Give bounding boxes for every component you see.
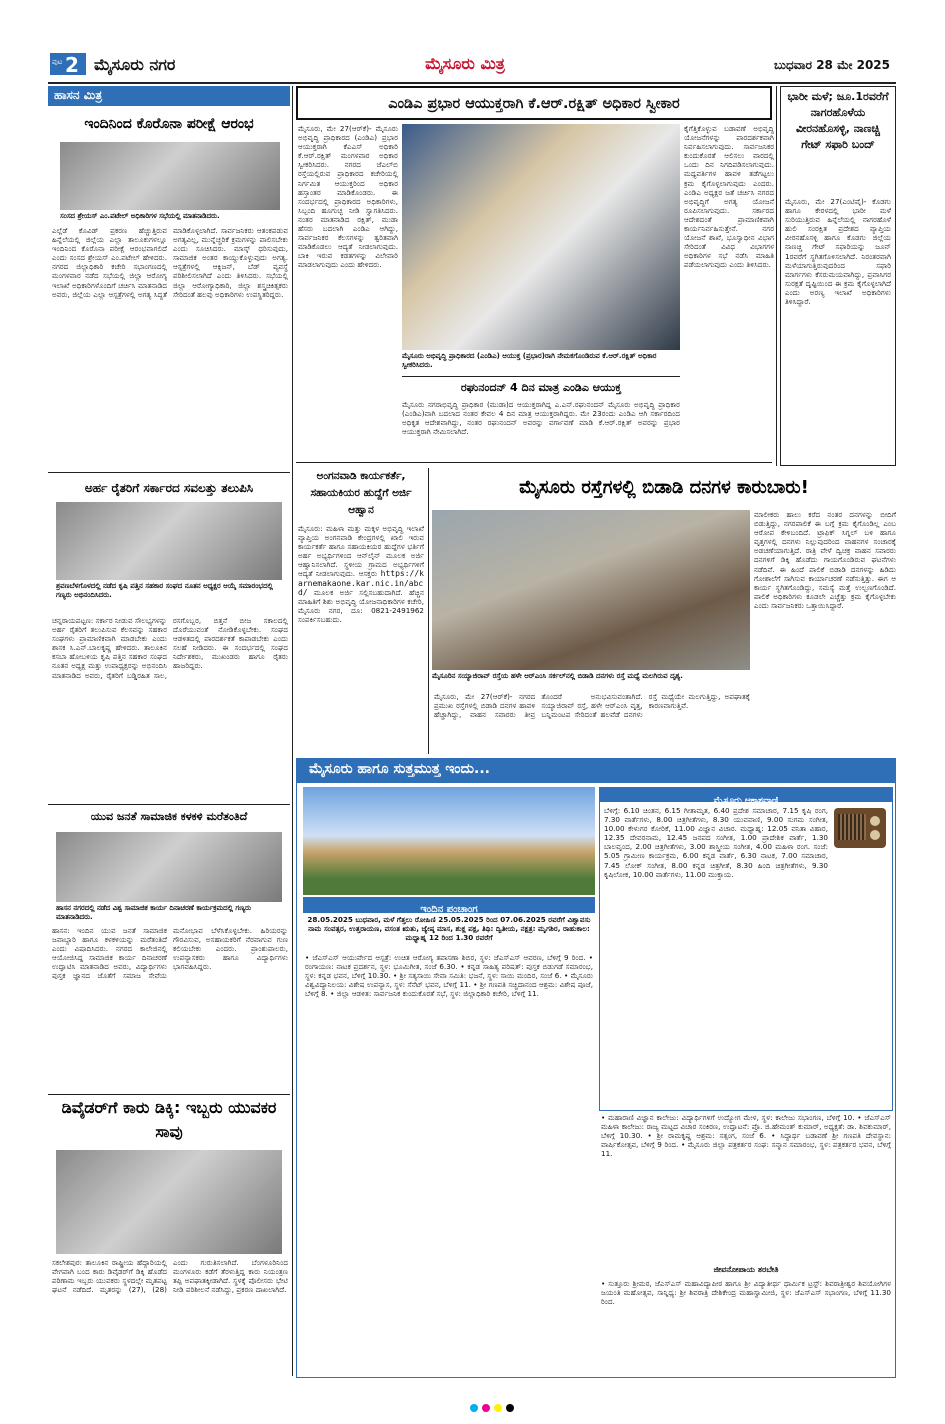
- cattle-headline: ಮೈಸೂರು ರಸ್ತೆಗಳಲ್ಲಿ ಬಿಡಾಡಿ ದನಗಳ ಕಾರುಬಾರು!: [519, 477, 809, 498]
- section-title: ಮೈಸೂರು ನಗರ: [94, 55, 176, 74]
- reg-mark-cyan: [470, 1404, 478, 1412]
- left-vrule: [292, 86, 293, 1376]
- today-banner: [297, 759, 895, 783]
- lead-sub-headline: ರಘುನಂದನ್ 4 ದಿನ ಮಾತ್ರ ಎಂಡಿಎ ಆಯುಕ್ತ: [460, 381, 622, 394]
- youth-headline: ಯುವ ಜನತೆ ಸಾಮಾಜಿಕ ಕಳಕಳಿ ಮರೆತಂತಿದೆ: [90, 810, 248, 823]
- rain-headline: ಭಾರೀ ಮಳೆ; ಜೂ.1ರವರೆಗೆ ನಾಗರಹೊಳೆಯ ವೀರನಹೊಸಳ್ಳಿ, ನಾಣಚ್ಚಿ ಗೇಟ್ ಸಫಾರಿ ಬಂದ್: [787, 90, 889, 151]
- anganwadi-text: ಮೈಸೂರು: ಮಹಿಳಾ ಮತ್ತು ಮಕ್ಕಳ ಅಭಿವೃದ್ಧಿ ಇಲಾಖೆ ವ್ಯಾಪ್ತಿಯ ಅಂಗನವಾಡಿ ಕೇಂದ್ರಗಳಲ್ಲಿ ಖಾಲಿ ಇರುವ ಕಾರ್ಯಕರ್ತೆ ಹಾಗೂ ಸಹಾಯಕಿಯರ ಹುದ್ದೆಗಳ ಭರ್ತಿಗೆ ಅರ್ಹ ಅಭ್ಯರ್ಥಿಗಳಿಂದ ಆನ್‌ಲೈನ್ ಮೂಲಕ ಅರ್ಜಿ ಆಹ್ವಾನಿಸಲಾಗಿದೆ. ಸ್ಥಳೀಯ ಗ್ರಾಮದ ಅಭ್ಯರ್ಥಿಗಳಿಗೆ ಆದ್ಯತೆ ನೀಡಲಾಗುವುದು. ಆಸಕ್ತರು: [298, 524, 424, 579]
- page-label: ಪುಟ: [52, 58, 63, 66]
- issue-date: ಬುಧವಾರ 28 ಮೇ 2025: [774, 58, 890, 72]
- cattle-photo: [432, 510, 750, 670]
- anganwadi-url[interactable]: https://karnemakaone.kar.nic.in/abcd/: [298, 569, 424, 597]
- panchanga-title-bar: [303, 897, 595, 913]
- farmers-headline: ಅರ್ಹ ರೈತರಿಗೆ ಸರ್ಕಾರದ ಸವಲತ್ತು ತಲುಪಿಸಿ: [84, 481, 254, 495]
- hassan-headline: ಇಂದಿನಿಂದ ಕೊರೊನಾ ಪರೀಕ್ಷೆ ಆರಂಭ: [84, 116, 254, 132]
- left-rule-2: [48, 804, 290, 805]
- lead-bottom-rule: [296, 462, 772, 463]
- today-box: [296, 758, 896, 1378]
- left-rule-3: [48, 1094, 290, 1095]
- today-notices-2: • ಸುತ್ತೂರು ಶ್ರೀಮಠ, ಜೆಎಸ್‌ಎಸ್ ಮಹಾವಿದ್ಯಾಪೀಠ ಹಾಗೂ ಶ್ರೀ ವಿದ್ಯಾತೀರ್ಥ ಧಾರ್ಮಿಕ ಟ್ರಸ್ಟ್: ಶಿವರಾತ್ರೀಶ್ವರ ಶಿವಯೋಗಿಗಳ ಜಯಂತಿ ಮಹೋತ್ಸವ, ಸಾನ್ನಿಧ್ಯ: ಶ್ರೀ ಶಿವರಾತ್ರಿ ದೇಶಿಕೇಂದ್ರ ಮಹಾಸ್ವಾಮೀಜಿ, ಸ್ಥಳ: ಜೆಎಸ್‌ಎಸ್ ಸಭಾಂಗಣ, ಬೆಳಿಗ್ಗೆ 11.30 ರಿಂದ.: [601, 1279, 891, 1307]
- youth-photo: [56, 832, 282, 902]
- hassan-tag-label: ಹಾಸನ ಮಿತ್ರ: [54, 88, 103, 102]
- akashvani-title-bar: [600, 788, 892, 806]
- left-rule-1: [48, 472, 290, 473]
- divider-photo: [56, 1150, 282, 1254]
- hassan-photo: [60, 142, 280, 210]
- panchanga-title: ಇಂದಿನ ಪಂಚಾಂಗ: [420, 904, 478, 915]
- page-number: 2: [65, 53, 79, 75]
- akashvani-text: ಬೆಳಿಗ್ಗೆ: 6.10 ಚಿಂತನ, 6.15 ಗೀತಾಮೃತ, 6.40 ಪ್ರದೇಶ ಸಮಾಚಾರ, 7.15 ಕೃಷಿ ರಂಗ, 7.30 ವಾರ್ತೆಗಳು, 8.00 ಚಿತ್ರಗೀತೆಗಳು, 8.30 ಯುವವಾಣಿ, 9.00 ಸುಗಮ ಸಂಗೀತ, 10.00 ಕೇಳುಗರ ಕೋರಿಕೆ, 11.00 ವಿಜ್ಞಾನ ವಿಚಾರ. ಮಧ್ಯಾಹ್ನ: 12.05 ವನಿತಾ ವಿಹಾರ, 12.35 ದೇವರನಾಮ, 12.45 ಜನಪದ ಸಂಗೀತ, 1.00 ಪ್ರಾದೇಶಿಕ ವಾರ್ತೆ, 1.30 ಬಾಲವೃಂದ, 2.00 ಚಿತ್ರಗೀತೆಗಳು, 3.00 ಶಾಸ್ತ್ರೀಯ ಸಂಗೀತ, 4.00 ಮಹಿಳಾ ರಂಗ. ಸಂಜೆ: 5.05 ಗ್ರಾಮೀಣ ಕಾರ್ಯಕ್ರಮ, 6.00 ಕನ್ನಡ ವಾರ್ತೆ, 6.30 ನಾಟಕ, 7.00 ಸಮಾಚಾರ, 7.45 ಲೋಕ್ ಸಂಗೀತ, 8.00 ಕನ್ನಡ ಚಿತ್ರಗೀತೆ, 8.30 ಹಿಂದಿ ಚಿತ್ರಗೀತೆಗಳು, 9.30 ಕೃಷಿಲೋಕ, 10.00 ವಾರ್ತೆಗಳು, 11.00 ಮುಕ್ತಾಯ.: [604, 806, 828, 879]
- farmers-caption: ಶ್ರವಣಬೆಳಗೊಳದಲ್ಲಿ ನಡೆದ ಕೃಷಿ ಪತ್ತಿನ ಸಹಕಾರ ಸಂಘದ ನೂತನ ಅಧ್ಯಕ್ಷರ ಆಯ್ಕೆ ಸಮಾರಂಭದಲ್ಲಿ ಗಣ್ಯರು ಅಭಿನಂದಿಸಿದರು.: [56, 582, 273, 599]
- lead-sub-body: ಮೈಸೂರು ನಗರಾಭಿವೃದ್ಧಿ ಪ್ರಾಧಿಕಾರ (ಮುಡಾ)ದ ಆಯುಕ್ತರಾಗಿದ್ದ ಎ.ಎನ್.ರಘುನಂದನ್ ಮೈಸೂರು ಅಭಿವೃದ್ಧಿ ಪ್ರಾಧಿಕಾರ (ಎಂಡಿಎ)ವಾಗಿ ಬದಲಾದ ನಂತರ ಕೇವಲ 4 ದಿನ ಮಾತ್ರ ಆಯುಕ್ತರಾಗಿದ್ದರು. ಮೇ 23ರಂದು ಎಂಡಿಎ ಆಗಿ ಸರ್ಕಾರದಿಂದ ಅಧಿಕೃತ ಆದೇಶವಾಗಿದ್ದು, ನಂತರ ರಘುನಂದನ್ ಅವರನ್ನು ವರ್ಗಾವಣೆ ಮಾಡಿ ಕೆ.ಆರ್.ರಕ್ಷಿತ್ ಅವರನ್ನು ಪ್ರಭಾರ ಆಯುಕ್ತರಾಗಿ ನೇಮಿಸಲಾಗಿದೆ.: [402, 400, 680, 437]
- page-label-box: [50, 53, 86, 75]
- hassan-body: ಎಲ್ಲೆಡೆ ಕೊವಿಡ್ ಪ್ರಕರಣ ಹೆಚ್ಚುತ್ತಿರುವ ಹಿನ್ನೆಲೆಯಲ್ಲಿ ಜಿಲ್ಲೆಯ ಎಲ್ಲಾ ತಾಲೂಕುಗಳಲ್ಲೂ ಇಂದಿನಿಂದ ಕೊರೊನಾ ಪರೀಕ್ಷೆ ಆರಂಭವಾಗಲಿದೆ ಎಂದು ಸಂಸದ ಶ್ರೇಯಸ್ ಎಂ.ಪಟೇಲ್ ಹೇಳಿದರು. ನಗರದ ಜಿಲ್ಲಾಧಿಕಾರಿ ಕಚೇರಿ ಸಭಾಂಗಣದಲ್ಲಿ ಮಂಗಳವಾರ ನಡೆದ ಸಭೆಯಲ್ಲಿ ಜಿಲ್ಲಾ ಆರೋಗ್ಯ ಇಲಾಖೆ ಅಧಿಕಾರಿಗಳೊಂದಿಗೆ ಚರ್ಚಿಸಿ ಮಾತನಾಡಿದ ಅವರು, ಜಿಲ್ಲೆಯ ಎಲ್ಲಾ ಆಸ್ಪತ್ರೆಗಳಲ್ಲಿ ಅಗತ್ಯ ಸಿದ್ಧತೆ ಮಾಡಿಕೊಳ್ಳಲಾಗಿದೆ. ಸಾರ್ವಜನಿಕರು ಆತಂಕಪಡುವ ಅಗತ್ಯವಿಲ್ಲ, ಮುನ್ನೆಚ್ಚರಿಕೆ ಕ್ರಮಗಳನ್ನು ಪಾಲಿಸಬೇಕು ಎಂದು ಸೂಚಿಸಿದರು. ಮಾಸ್ಕ್ ಧರಿಸುವುದು, ಸಾಮಾಜಿಕ ಅಂತರ ಕಾಯ್ದುಕೊಳ್ಳುವುದು ಅಗತ್ಯ. ಆಸ್ಪತ್ರೆಗಳಲ್ಲಿ ಆಕ್ಸಿಜನ್, ಬೆಡ್ ವ್ಯವಸ್ಥೆ ಪರಿಶೀಲಿಸಲಾಗಿದೆ ಎಂದು ತಿಳಿಸಿದರು. ಸಭೆಯಲ್ಲಿ ಜಿಲ್ಲಾ ಆರೋಗ್ಯಾಧಿಕಾರಿ, ಜಿಲ್ಲಾ ಶಸ್ತ್ರಚಿಕಿತ್ಸಕರು ಸೇರಿದಂತೆ ಹಲವು ಅಧಿಕಾರಿಗಳು ಉಪಸ್ಥಿತರಿದ್ದರು.: [52, 226, 288, 299]
- farmers-body: ಚನ್ನರಾಯಪಟ್ಟಣ: ಸರ್ಕಾರ ನೀಡುವ ಸೌಲಭ್ಯಗಳನ್ನು ಅರ್ಹ ರೈತರಿಗೆ ತಲುಪಿಸುವ ಕೆಲಸವನ್ನು ಸಹಕಾರ ಸಂಘಗಳು ಪ್ರಾಮಾಣಿಕವಾಗಿ ಮಾಡಬೇಕು ಎಂದು ಶಾಸಕ ಸಿ.ಎನ್.ಬಾಲಕೃಷ್ಣ ಹೇಳಿದರು. ತಾಲೂಕಿನ ಕಸಬಾ ಹೋಬಳಿಯ ಕೃಷಿ ಪತ್ತಿನ ಸಹಕಾರ ಸಂಘದ ನೂತನ ಅಧ್ಯಕ್ಷ ಮತ್ತು ಉಪಾಧ್ಯಕ್ಷರನ್ನು ಅಭಿನಂದಿಸಿ ಮಾತನಾಡಿದ ಅವರು, ರೈತರಿಗೆ ಬಡ್ಡಿರಹಿತ ಸಾಲ, ರಸಗೊಬ್ಬರ, ಬಿತ್ತನೆ ಬೀಜ ಸಕಾಲದಲ್ಲಿ ದೊರೆಯುವಂತೆ ನೋಡಿಕೊಳ್ಳಬೇಕು. ಸಂಘದ ಆಡಳಿತದಲ್ಲಿ ಪಾರದರ್ಶಕತೆ ಕಾಪಾಡಬೇಕು ಎಂದು ಸಲಹೆ ನೀಡಿದರು. ಈ ಸಂದರ್ಭದಲ್ಲಿ ಸಂಘದ ನಿರ್ದೇಶಕರು, ಮುಖಂಡರು ಹಾಗೂ ರೈತರು ಹಾಜರಿದ್ದರು.: [52, 616, 288, 680]
- divider-headline: ಡಿವೈಡರ್‌ಗೆ ಕಾರು ಡಿಕ್ಕಿ: ಇಬ್ಬರು ಯುವಕರ ಸಾವು: [61, 1098, 277, 1141]
- rain-box: [780, 86, 896, 466]
- divider-body: ಸಕಲೇಶಪುರ: ತಾಲೂಕಿನ ರಾಷ್ಟ್ರೀಯ ಹೆದ್ದಾರಿಯಲ್ಲಿ ವೇಗವಾಗಿ ಬಂದ ಕಾರು ಡಿವೈಡರ್‌ಗೆ ಡಿಕ್ಕಿ ಹೊಡೆದ ಪರಿಣಾಮ ಇಬ್ಬರು ಯುವಕರು ಸ್ಥಳದಲ್ಲೇ ಮೃತಪಟ್ಟ ಘಟನೆ ನಡೆದಿದೆ. ಮೃತರನ್ನು (27), (28) ಎಂದು ಗುರುತಿಸಲಾಗಿದೆ. ಬೆಂಗಳೂರಿನಿಂದ ಮಂಗಳೂರು ಕಡೆಗೆ ತೆರಳುತ್ತಿದ್ದ ಕಾರು ನಿಯಂತ್ರಣ ತಪ್ಪಿ ಅಪಘಾತಕ್ಕೀಡಾಗಿದೆ. ಸ್ಥಳಕ್ಕೆ ಪೊಲೀಸರು ಭೇಟಿ ನೀಡಿ ಪರಿಶೀಲನೆ ನಡೆಸಿದ್ದು, ಪ್ರಕರಣ ದಾಖಲಾಗಿದೆ.: [52, 1258, 288, 1295]
- hassan-caption: ಸಂಸದ ಶ್ರೇಯಸ್ ಎಂ.ಪಟೇಲ್ ಅಧಿಕಾರಿಗಳ ಸಭೆಯಲ್ಲಿ ಮಾತನಾಡಿದರು.: [60, 212, 220, 220]
- lead-caption: ಮೈಸೂರು ಅಭಿವೃದ್ಧಿ ಪ್ರಾಧಿಕಾರದ (ಎಂಡಿಎ) ಆಯುಕ್ತ (ಪ್ರಭಾರ)ರಾಗಿ ನೇಮಕಗೊಂಡಿರುವ ಕೆ.ಆರ್.ರಕ್ಷಿತ್ ಅಧಿಕಾರ ಸ್ವೀಕರಿಸಿದರು.: [402, 352, 657, 369]
- akashvani-box: [599, 787, 893, 1111]
- palace-photo: [303, 787, 595, 895]
- anganwadi-headline: ಅಂಗನವಾಡಿ ಕಾರ್ಯಕರ್ತೆ, ಸಹಾಯಕಿಯರ ಹುದ್ದೆಗೆ ಅರ್ಜಿ ಆಹ್ವಾನ: [310, 470, 412, 516]
- notices-title: ಜೀವನೋಪಾಯ ತರಬೇತಿ: [713, 1265, 779, 1274]
- paper-name: ಮೈಸೂರು ಮಿತ್ರ: [425, 54, 505, 73]
- masthead: [0, 50, 945, 80]
- rain-body: ಮೈಸೂರು, ಮೇ 27(ಎಂಟಿವೈ)- ಕೊಡಗು ಹಾಗೂ ಕೇರಳದಲ್ಲಿ ಭಾರೀ ಮಳೆ ಸುರಿಯುತ್ತಿರುವ ಹಿನ್ನೆಲೆಯಲ್ಲಿ ನಾಗರಹೊಳೆ ಹುಲಿ ಸಂರಕ್ಷಿತ ಪ್ರದೇಶದ ವ್ಯಾಪ್ತಿಯ ವೀರನಹೊಸಳ್ಳಿ ಹಾಗೂ ಕೊಡಗು ಜಿಲ್ಲೆಯ ನಾಣಚ್ಚಿ ಗೇಟ್ ಸಫಾರಿಯನ್ನು ಜೂನ್ 1ರವರೆಗೆ ಸ್ಥಗಿತಗೊಳಿಸಲಾಗಿದೆ. ನಿರಂತರವಾಗಿ ಮಳೆಯಾಗುತ್ತಿರುವುದರಿಂದ ಸಫಾರಿ ಮಾರ್ಗಗಳು ಕೆಸರುಮಯವಾಗಿದ್ದು, ಪ್ರವಾಸಿಗರ ಸುರಕ್ಷತೆ ದೃಷ್ಟಿಯಿಂದ ಈ ಕ್ರಮ ಕೈಗೊಳ್ಳಲಾಗಿದೆ ಎಂದು ಅರಣ್ಯ ಇಲಾಖೆ ಅಧಿಕಾರಿಗಳು ತಿಳಿಸಿದ್ದಾರೆ.: [785, 197, 891, 307]
- today-banner-text: ಮೈಸೂರು ಹಾಗೂ ಸುತ್ತಮುತ್ತ ಇಂದು...: [309, 761, 490, 777]
- reg-mark-yellow: [494, 1404, 502, 1412]
- lead-headline: ಎಂಡಿಎ ಪ್ರಭಾರ ಆಯುಕ್ತರಾಗಿ ಕೆ.ಆರ್.ರಕ್ಷಿತ್ ಅಧಿಕಾರ ಸ್ವೀಕಾರ: [388, 96, 680, 112]
- akashvani-title: ಮೈಸೂರು ಆಕಾಶವಾಣಿ: [713, 796, 779, 806]
- youth-body: ಹಾಸನ: ಇಂದಿನ ಯುವ ಜನತೆ ಸಾಮಾಜಿಕ ಜವಾಬ್ದಾರಿ ಹಾಗೂ ಕಳಕಳಿಯನ್ನು ಮರೆತಂತಿದೆ ಎಂದು ವಿಷಾದಿಸಿದರು. ನಗರದ ಕಾಲೇಜಿನಲ್ಲಿ ಆಯೋಜಿಸಿದ್ದ ಸಾಮಾಜಿಕ ಕಾರ್ಯ ದಿನಾಚರಣೆ ಉದ್ಘಾಟಿಸಿ ಮಾತನಾಡಿದ ಅವರು, ವಿದ್ಯಾರ್ಥಿಗಳು ಪುಸ್ತಕ ಜ್ಞಾನದ ಜೊತೆಗೆ ಸಮಾಜ ಸೇವೆಯ ಮನೋಭಾವ ಬೆಳೆಸಿಕೊಳ್ಳಬೇಕು. ಹಿರಿಯರನ್ನು ಗೌರವಿಸುವ, ಅಸಹಾಯಕರಿಗೆ ನೆರವಾಗುವ ಗುಣ ಕಲಿಯಬೇಕು ಎಂದರು. ಪ್ರಾಂಶುಪಾಲರು, ಉಪನ್ಯಾಸಕರು ಹಾಗೂ ವಿದ್ಯಾರ್ಥಿಗಳು ಭಾಗವಹಿಸಿದ್ದರು.: [52, 926, 288, 981]
- lead-photo: [402, 124, 680, 350]
- cattle-caption: ಮೈಸೂರಿನ ಸಯ್ಯಾಜಿರಾವ್ ರಸ್ತೆಯ ಹಳೇ ಆರ್‌ಎಂಸಿ ಸರ್ಕಲ್‌ನಲ್ಲಿ ಬಿಡಾಡಿ ದನಗಳು ರಸ್ತೆ ಮಧ್ಯೆ ಮಲಗಿರುವ ದೃಶ್ಯ.: [432, 672, 683, 680]
- panchanga-text: 28.05.2025 ಬುಧವಾರ, ಮಳೆ ಗೆತ್ತಲು ರೋಹಿಣಿ 25.05.2025 ರಿಂದ 07.06.2025 ರವರೆಗೆ ವಿಶ್ವಾವಸು ನಾಮ ಸಂವತ್ಸರ, ಉತ್ತರಾಯಣ, ವಸಂತ ಋತು, ಜ್ಯೇಷ್ಠ ಮಾಸ, ಶುಕ್ಲ ಪಕ್ಷ, ತಿಥಿ: ದ್ವಿತೀಯ, ನಕ್ಷತ್ರ: ಮೃಗಶಿರ, ರಾಹುಕಾಲ: ಮಧ್ಯಾಹ್ನ 12 ರಿಂದ 1.30 ರವರೆಗೆ: [307, 915, 591, 943]
- cattle-body-right: ಮಾಲೀಕರು ಹಾಲು ಕರೆದ ನಂತರ ದನಗಳನ್ನು ಬೀದಿಗೆ ಬಿಡುತ್ತಿದ್ದು, ನಗರಪಾಲಿಕೆ ಈ ಬಗ್ಗೆ ಕ್ರಮ ಕೈಗೊಂಡಿಲ್ಲ ಎಂಬ ಆರೋಪ ಕೇಳಿಬಂದಿದೆ. ಟ್ರಾಫಿಕ್ ಸಿಗ್ನಲ್ ಬಳಿ ಹಾಗೂ ವೃತ್ತಗಳಲ್ಲಿ ದನಗಳು ನಿಲ್ಲುವುದರಿಂದ ವಾಹನಗಳ ಸಂಚಾರಕ್ಕೆ ಅಡಚಣೆಯಾಗುತ್ತಿದೆ. ರಾತ್ರಿ ವೇಳೆ ದ್ವಿಚಕ್ರ ವಾಹನ ಸವಾರರು ದನಗಳಿಗೆ ಡಿಕ್ಕಿ ಹೊಡೆದು ಗಾಯಗೊಂಡಿರುವ ಘಟನೆಗಳು ನಡೆದಿವೆ. ಈ ಹಿಂದೆ ಪಾಲಿಕೆ ಬಿಡಾಡಿ ದನಗಳನ್ನು ಹಿಡಿದು ಗೋಶಾಲೆಗೆ ಸಾಗಿಸುವ ಕಾರ್ಯಾಚರಣೆ ನಡೆಸುತ್ತಿತ್ತು. ಈಗ ಆ ಕಾರ್ಯ ಸ್ಥಗಿತಗೊಂಡಿದ್ದು, ಸಮಸ್ಯೆ ಮತ್ತೆ ಉಲ್ಬಣಗೊಂಡಿದೆ. ಪಾಲಿಕೆ ಅಧಿಕಾರಿಗಳು ಕೂಡಲೇ ಎಚ್ಚೆತ್ತು ಕ್ರಮ ಕೈಗೊಳ್ಳಬೇಕು ಎಂದು ಸಾರ್ವಜನಿಕರು ಒತ್ತಾಯಿಸಿದ್ದಾರೆ.: [754, 510, 896, 610]
- lead-vrule: [776, 86, 777, 466]
- anganwadi-body: [298, 524, 424, 752]
- youth-caption: ಹಾಸನ ನಗರದಲ್ಲಿ ನಡೆದ ವಿಶ್ವ ಸಾಮಾಜಿಕ ಕಾರ್ಯ ದಿನಾಚರಣೆ ಕಾರ್ಯಕ್ರಮದಲ್ಲಿ ಗಣ್ಯರು ಮಾತನಾಡಿದರು.: [56, 904, 252, 921]
- lead-headline-box: [296, 86, 772, 120]
- hassan-tag: [48, 86, 290, 106]
- today-events: • ಜೆಎಸ್‌ಎಸ್ ಆಯುರ್ವೇದ ಆಸ್ಪತ್ರೆ: ಉಚಿತ ಆರೋಗ್ಯ ತಪಾಸಣಾ ಶಿಬಿರ, ಸ್ಥಳ: ಜೆಎಸ್‌ಎಸ್ ಆವರಣ, ಬೆಳಿಗ್ಗೆ 9 ರಿಂದ. • ರಂಗಾಯಣ: ನಾಟಕ ಪ್ರದರ್ಶನ, ಸ್ಥಳ: ಭೂಮಿಗೀತ, ಸಂಜೆ 6.30. • ಕನ್ನಡ ಸಾಹಿತ್ಯ ಪರಿಷತ್: ಪುಸ್ತಕ ಬಿಡುಗಡೆ ಸಮಾರಂಭ, ಸ್ಥಳ: ಕನ್ನಡ ಭವನ, ಬೆಳಿಗ್ಗೆ 10.30. • ಶ್ರೀ ಸತ್ಯಸಾಯಿ ಸೇವಾ ಸಮಿತಿ: ಭಜನೆ, ಸ್ಥಳ: ಸಾಯಿ ಮಂದಿರ, ಸಂಜೆ 6. • ಮೈಸೂರು ವಿಶ್ವವಿದ್ಯಾನಿಲಯ: ವಿಶೇಷ ಉಪನ್ಯಾಸ, ಸ್ಥಳ: ಸೆನೆಟ್ ಭವನ, ಬೆಳಿಗ್ಗೆ 11. • ಶ್ರೀ ಗಣಪತಿ ಸಚ್ಚಿದಾನಂದ ಆಶ್ರಮ: ವಿಶೇಷ ಪೂಜೆ, ಬೆಳಿಗ್ಗೆ 8. • ಜಿಲ್ಲಾ ಆಡಳಿತ: ಸಾರ್ವಜನಿಕ ಕುಂದುಕೊರತೆ ಸಭೆ, ಸ್ಥಳ: ಜಿಲ್ಲಾಧಿಕಾರಿ ಕಚೇರಿ, ಬೆಳಿಗ್ಗೆ 11.: [305, 953, 593, 999]
- reg-mark-magenta: [482, 1404, 490, 1412]
- reg-mark-black: [506, 1404, 514, 1412]
- lead-col1: ಮೈಸೂರು, ಮೇ 27(ಆರ್‌ಕೆ)- ಮೈಸೂರು ಅಭಿವೃದ್ಧಿ ಪ್ರಾಧಿಕಾರದ (ಎಂಡಿಎ) ಪ್ರಭಾರ ಆಯುಕ್ತರಾಗಿ ಕೆಎಎಸ್ ಅಧಿಕಾರಿ ಕೆ.ಆರ್.ರಕ್ಷಿತ್ ಮಂಗಳವಾರ ಅಧಿಕಾರ ಸ್ವೀಕರಿಸಿದರು. ನಗರದ ಜೆಎಲ್‌ಬಿ ರಸ್ತೆಯಲ್ಲಿರುವ ಪ್ರಾಧಿಕಾರದ ಕಚೇರಿಯಲ್ಲಿ ನಿರ್ಗಮಿತ ಆಯುಕ್ತರಿಂದ ಅಧಿಕಾರ ಹಸ್ತಾಂತರ ಮಾಡಿಕೊಂಡರು. ಈ ಸಂದರ್ಭದಲ್ಲಿ ಪ್ರಾಧಿಕಾರದ ಅಧಿಕಾರಿಗಳು, ಸಿಬ್ಬಂದಿ ಹೂಗುಚ್ಛ ನೀಡಿ ಸ್ವಾಗತಿಸಿದರು. ನಂತರ ಮಾತನಾಡಿದ ರಕ್ಷಿತ್, ಮುಡಾ ಹೆಸರು ಬದಲಾಗಿ ಎಂಡಿಎ ಆಗಿದ್ದು, ಸಾರ್ವಜನಿಕರ ಕೆಲಸಗಳನ್ನು ತ್ವರಿತವಾಗಿ ಮಾಡಿಕೊಡಲು ಆದ್ಯತೆ ನೀಡಲಾಗುವುದು. ಬಾಕಿ ಇರುವ ಕಡತಗಳನ್ನು ವಿಲೇವಾರಿ ಮಾಡಲಾಗುವುದು ಎಂದು ಹೇಳಿದರು.: [298, 124, 398, 270]
- today-notices: • ಮಹಾರಾಣಿ ವಿಜ್ಞಾನ ಕಾಲೇಜು: ವಿದ್ಯಾರ್ಥಿಗಳಿಗೆ ಉದ್ಯೋಗ ಮೇಳ, ಸ್ಥಳ: ಕಾಲೇಜು ಸಭಾಂಗಣ, ಬೆಳಿಗ್ಗೆ 10. • ಜೆಎಸ್‌ಎಸ್ ಮಹಿಳಾ ಕಾಲೇಜು: ರಾಜ್ಯ ಮಟ್ಟದ ವಿಚಾರ ಸಂಕಿರಣ, ಉದ್ಘಾಟನೆ: ಪ್ರೊ. ಜಿ.ಹೇಮಂತ್ ಕುಮಾರ್, ಅಧ್ಯಕ್ಷತೆ: ಡಾ. ಶಿವಕುಮಾರ್, ಬೆಳಿಗ್ಗೆ 10.30. • ಶ್ರೀ ರಾಮಕೃಷ್ಣ ಆಶ್ರಮ: ಸತ್ಸಂಗ, ಸಂಜೆ 6. • ಸಿದ್ಧಾರ್ಥ ಬಡಾವಣೆ ಶ್ರೀ ಗಣಪತಿ ದೇವಸ್ಥಾನ: ವಾರ್ಷಿಕೋತ್ಸವ, ಬೆಳಿಗ್ಗೆ 9 ರಿಂದ. • ಮೈಸೂರು ಜಿಲ್ಲಾ ಪತ್ರಕರ್ತರ ಸಂಘ: ಸನ್ಮಾನ ಸಮಾರಂಭ, ಸ್ಥಳ: ಪತ್ರಕರ್ತರ ಭವನ, ಬೆಳಿಗ್ಗೆ 11.: [601, 1113, 891, 1159]
- masthead-rule: [48, 82, 896, 84]
- radio-icon: [834, 808, 886, 848]
- farmers-photo: [56, 502, 282, 580]
- anganwadi-vrule: [428, 468, 429, 754]
- anganwadi-text-2: ಮೂಲಕ ಅರ್ಜಿ ಸಲ್ಲಿಸಬಹುದಾಗಿದೆ. ಹೆಚ್ಚಿನ ಮಾಹಿತಿಗೆ ಶಿಶು ಅಭಿವೃದ್ಧಿ ಯೋಜನಾಧಿಕಾರಿಗಳ ಕಚೇರಿ, ಮೈಸೂರು ನಗರ, ದೂ: 0821-2491962 ಸಂಪರ್ಕಿಸಬಹುದು.: [298, 587, 424, 624]
- cattle-body: ಮೈಸೂರು, ಮೇ 27(ಆರ್‌ಕೆ)- ನಗರದ ಪ್ರಮುಖ ರಸ್ತೆಗಳಲ್ಲಿ ಬಿಡಾಡಿ ದನಗಳ ಹಾವಳಿ ಹೆಚ್ಚಾಗಿದ್ದು, ವಾಹನ ಸವಾರರು ತೀವ್ರ ತೊಂದರೆ ಅನುಭವಿಸುವಂತಾಗಿದೆ. ಸಯ್ಯಾಜಿರಾವ್ ರಸ್ತೆ, ಹಳೇ ಆರ್‌ಎಂಸಿ ವೃತ್ತ, ಬನ್ನಿಮಂಟಪ ಸೇರಿದಂತೆ ಹಲವೆಡೆ ದನಗಳು ರಸ್ತೆ ಮಧ್ಯೆಯೇ ಮಲಗುತ್ತಿದ್ದು, ಅಪಘಾತಕ್ಕೆ ಕಾರಣವಾಗುತ್ತಿವೆ.: [434, 692, 750, 720]
- lead-col2: ಕೈಗೆತ್ತಿಕೊಳ್ಳುವ ಬಡಾವಣೆ ಅಭಿವೃದ್ಧಿ ಯೋಜನೆಗಳನ್ನು ಪಾರದರ್ಶಕವಾಗಿ ನಿರ್ವಹಿಸಲಾಗುವುದು. ಸಾರ್ವಜನಿಕರ ಕುಂದುಕೊರತೆ ಆಲಿಸಲು ವಾರದಲ್ಲಿ ಒಂದು ದಿನ ನಿಗದಿಪಡಿಸಲಾಗುವುದು. ಮಧ್ಯವರ್ತಿಗಳ ಹಾವಳಿ ತಡೆಗಟ್ಟಲು ಕ್ರಮ ಕೈಗೊಳ್ಳಲಾಗುವುದು ಎಂದರು. ಎಂಡಿಎ ಅಧ್ಯಕ್ಷರ ಜತೆ ಚರ್ಚಿಸಿ ನಗರದ ಅಭಿವೃದ್ಧಿಗೆ ಅಗತ್ಯ ಯೋಜನೆ ರೂಪಿಸಲಾಗುವುದು. ಸರ್ಕಾರದ ಆದೇಶದಂತೆ ಪ್ರಾಮಾಣಿಕವಾಗಿ ಕಾರ್ಯನಿರ್ವಹಿಸುತ್ತೇನೆ. ನಗರ ಯೋಜನೆ ಶಾಖೆ, ಭೂಸ್ವಾಧೀನ ವಿಭಾಗ ಸೇರಿದಂತೆ ವಿವಿಧ ವಿಭಾಗಗಳ ಅಧಿಕಾರಿಗಳ ಸಭೆ ನಡೆಸಿ ಮಾಹಿತಿ ಪಡೆಯಲಾಗುವುದು ಎಂದು ತಿಳಿಸಿದರು.: [684, 124, 774, 270]
- lead-sub-rule: [402, 376, 680, 377]
